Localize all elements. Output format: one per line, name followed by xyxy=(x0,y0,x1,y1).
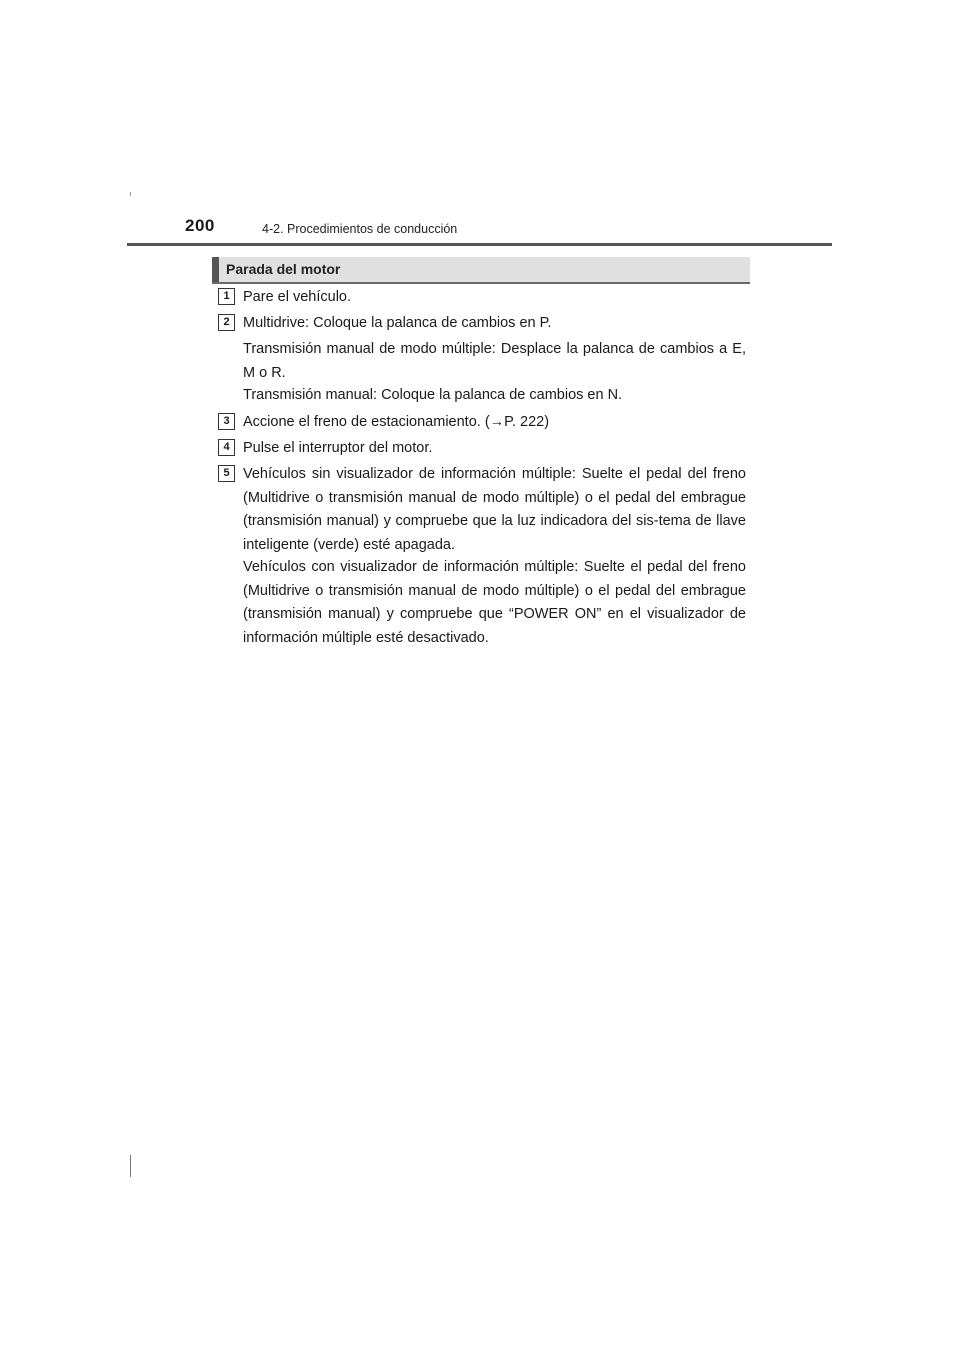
step-number-box: 2 xyxy=(218,314,235,331)
section-title: 4-2. Procedimientos de conducción xyxy=(262,222,458,236)
step-number-box: 5 xyxy=(218,465,235,482)
margin-mark xyxy=(130,192,131,196)
margin-mark xyxy=(130,1155,131,1177)
page-number: 200 xyxy=(185,216,215,235)
step-text: Transmisión manual de modo múltiple: Desplace la palanca de cambios a E, M o R. xyxy=(243,341,746,381)
header-rule xyxy=(127,243,832,246)
step-text: Transmisión manual: Coloque la palanca de cambios en N. xyxy=(243,387,623,403)
step-text: Pulse el interruptor del motor. xyxy=(243,440,433,456)
section-bar xyxy=(212,257,750,284)
step-text: Vehículos sin visualizador de información múltiple: Suelte el pedal del freno (Multidrive o transmisión manual de modo múltiple) o el pedal del embrague (transmisión manual) y compruebe que la luz indicadora del sis-tema de llave inteligente (verde) esté apagada. xyxy=(243,466,746,553)
step-text: Accione el freno de estacionamiento. (→P. 222) xyxy=(243,414,550,430)
step-text: Vehículos con visualizador de información múltiple: Suelte el pedal del freno (Multidrive o transmisión manual de modo múltiple) o el pedal del embrague (transmisión manual) y compruebe que “POWER ON” en el visualizador de información múltiple esté desactivado. xyxy=(243,559,746,646)
step-text: Pare el vehículo. xyxy=(243,289,352,305)
section-bar-title: Parada del motor xyxy=(226,261,341,277)
step-number-box: 4 xyxy=(218,439,235,456)
step-number-box: 3 xyxy=(218,413,235,430)
step-number-box: 1 xyxy=(218,288,235,305)
step-text: Multidrive: Coloque la palanca de cambios en P. xyxy=(243,315,552,331)
